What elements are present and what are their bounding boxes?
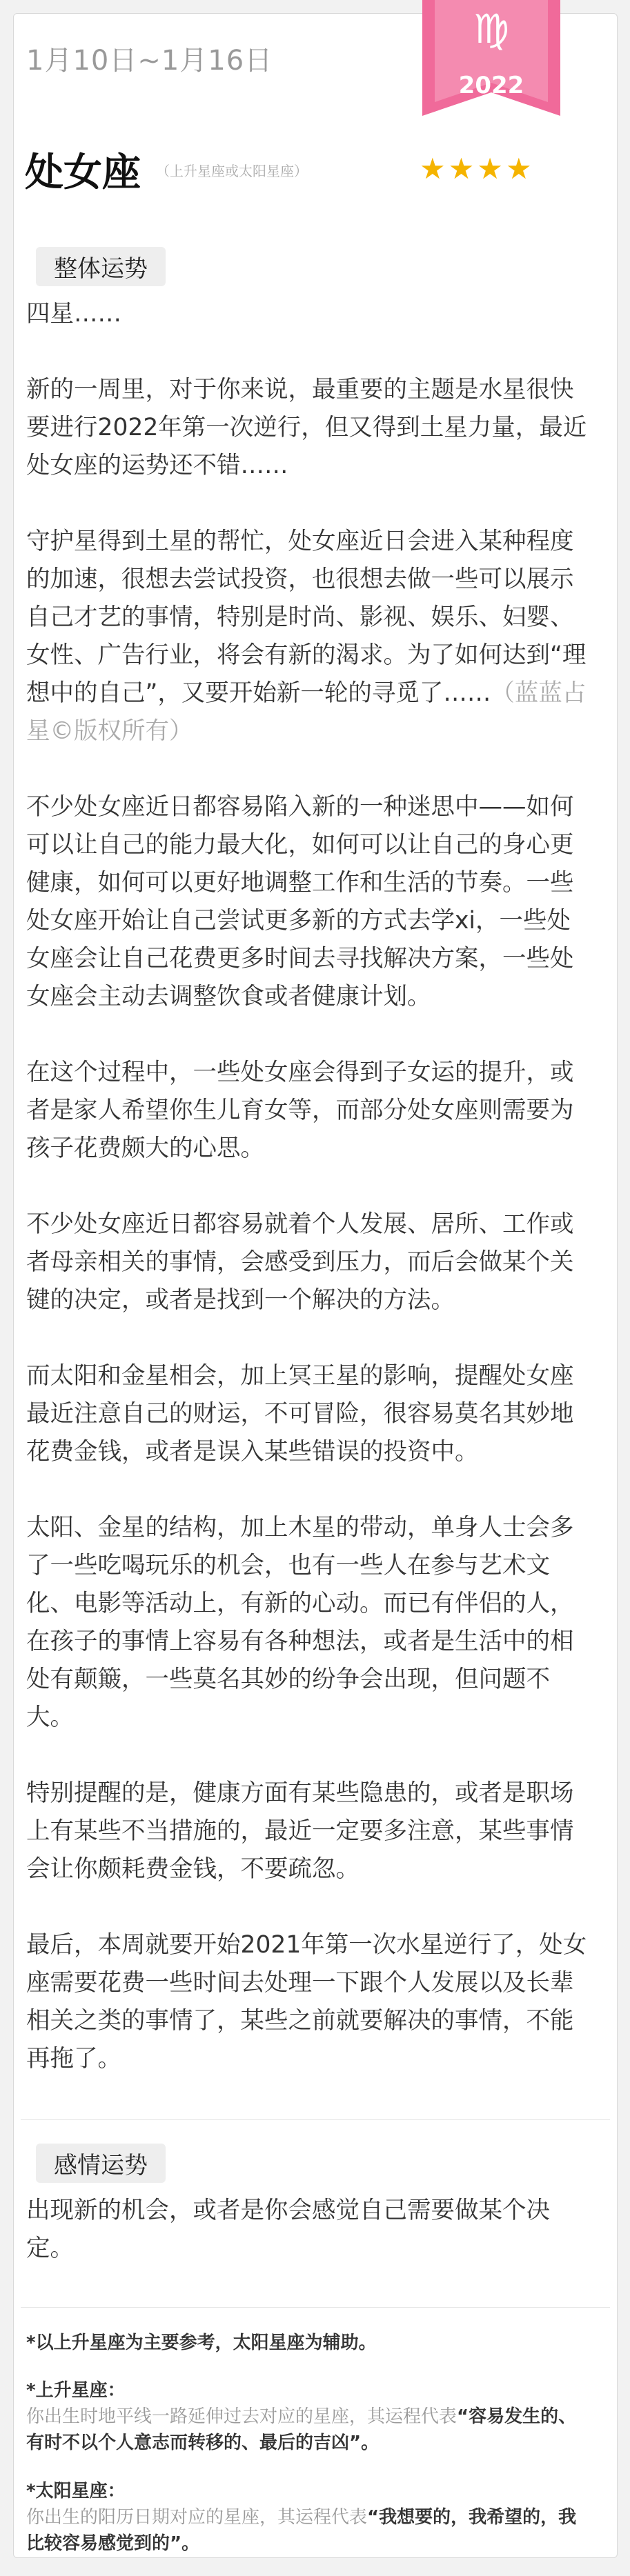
overall-paragraph: 在这个过程中，一些处女座会得到子女运的提升，或者是家人希望你生儿育女等，而部分处女座则需要为孩子花费颇大的心思。 [26, 1059, 574, 1162]
copyright-credit: （蓝蓝占星©版权所有） [26, 679, 587, 745]
sign-name: 处女座 [25, 150, 141, 195]
section-label-emotion: 感情运势 [36, 2144, 166, 2183]
section-divider [21, 2119, 610, 2120]
overall-paragraph: 特别提醒的是，健康方面有某些隐患的，或者是职场上有某些不当措施的，最近一定要多注意，某些事情会让你颇耗费金钱，不要疏忽。 [26, 1779, 574, 1883]
virgo-symbol-icon: ♍ [473, 6, 509, 52]
overall-paragraph: 不少处女座近日都容易就着个人发展、居所、工作或者母亲相关的事情，会感受到压力，而后会做某个关键的决定，或者是找到一个解决的方法。 [26, 1210, 574, 1314]
overall-paragraph: 不少处女座近日都容易陷入新的一种迷思中——如何可以让自己的能力最大化，如何可以让自己的身心更健康，如何可以更好地调整工作和生活的节奏。一些处女座开始让自己尝试更多新的方式去学xi，一些处女座会让自己花费更多时间去寻找解决方案，一些处女座会主动去调整饮食或者健康计划。 [26, 793, 574, 1010]
overall-paragraph: 四星…… [26, 300, 121, 328]
section-divider [21, 2307, 610, 2308]
rising-sign-description: 你出生时地平线一路延伸过去对应的星座，其运程代表“容易发生的、有时不以个人意志而转移的、最后的吉凶”。 [26, 2406, 577, 2453]
section-label-overall: 整体运势 [36, 247, 166, 286]
overall-paragraph: 守护星得到土星的帮忙，处女座近日会进入某种程度的加速，很想去尝试投资，也很想去做一些可以展示自己才艺的事情，特别是时尚、影视、娱乐、妇婴、女性、广告行业，将会有新的渴求。为了如何达到“理想中的自己”，又要开始新一轮的寻觅了……（蓝蓝占星©版权所有） [26, 528, 587, 745]
sign-note: （上升星座或太阳星座） [156, 163, 308, 179]
star-rating: ★★★★ [420, 152, 535, 186]
badge-year: 2022 [458, 72, 524, 99]
emotion-paragraph: 出现新的机会，或者是你会感觉自己需要做某个决定。 [26, 2197, 550, 2262]
overall-paragraph: 太阳、金星的结构，加上木星的带动，单身人士会多了一些吃喝玩乐的机会，也有一些人在参与艺术文化、电影等活动上，有新的心动。而已有伴侣的人，在孩子的事情上容易有各种想法，或者是生活中的相处有颠簸，一些莫名其妙的纷争会出现，但问题不大。 [26, 1514, 574, 1731]
sun-sign-description: 你出生的阳历日期对应的星座，其运程代表“我想要的，我希望的，我比较容易感觉到的”。 [26, 2507, 577, 2554]
rising-sign-title: *上升星座： [26, 2380, 126, 2401]
rising-sign-quote: “容易发生的、有时不以个人意志而转移的、最后的吉凶”。 [26, 2406, 577, 2453]
sun-sign-quote: “我想要的，我希望的，我比较容易感觉到的”。 [26, 2507, 577, 2554]
sun-sign-title: *太阳星座： [26, 2481, 126, 2502]
overall-paragraph: 新的一周里，对于你来说，最重要的主题是水星很快要进行2022年第一次逆行，但又得到土星力量，最近处女座的运势还不错…… [26, 376, 587, 479]
reference-note: *以上升星座为主要参考，太阳星座为辅助。 [26, 2333, 377, 2353]
overall-paragraph: 最后，本周就要开始2021年第一次水星逆行了，处女座需要花费一些时间去处理一下跟个人发展以及长辈相关之类的事情了，某些之前就要解决的事情，不能再拖了。 [26, 1931, 587, 2073]
date-range: 1月10日~1月16日 [26, 45, 273, 77]
zodiac-badge [422, 0, 560, 116]
overall-paragraph: 而太阳和金星相会，加上冥王星的影响，提醒处女座最近注意自己的财运，不可冒险，很容易莫名其妙地花费金钱，或者是误入某些错误的投资中。 [26, 1362, 574, 1466]
